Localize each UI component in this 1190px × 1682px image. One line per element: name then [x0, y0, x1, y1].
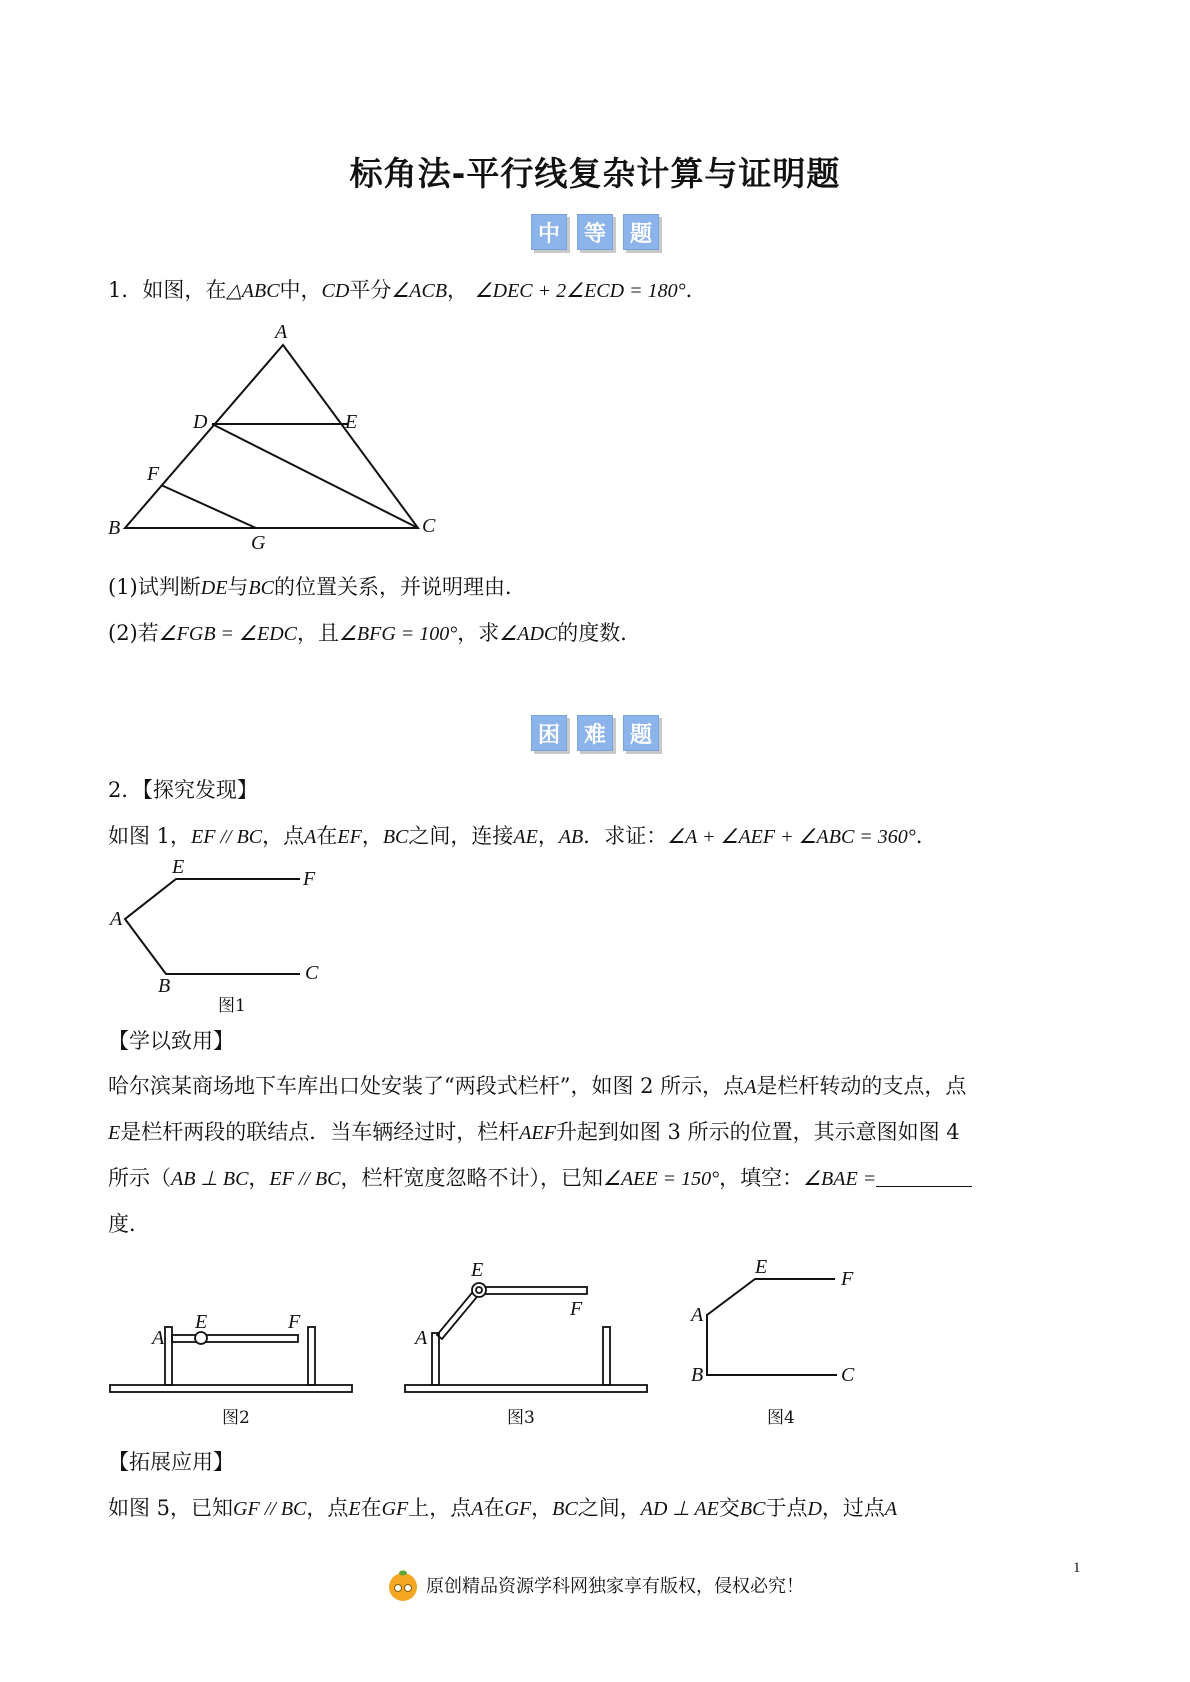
- apply-p1: 哈尔滨某商场地下车库出口处安装了“两段式栏杆”，如图 2 所示，点A是栏杆转动的支点，点: [108, 1074, 967, 1098]
- fig1-label-c: C: [305, 962, 319, 984]
- fig1-label-e: E: [172, 856, 185, 878]
- segment-fg: [161, 485, 256, 528]
- label-f: F: [147, 463, 160, 485]
- fig2-label-a: A: [152, 1327, 165, 1349]
- apply-p3: 所示（AB ⊥ BC，EF // BC，栏杆宽度忽略不计），已知∠AEE = 150°，填空：∠BAE =: [108, 1163, 1088, 1194]
- fig2-post-left: [165, 1327, 172, 1385]
- fig3-label-a: A: [415, 1327, 428, 1349]
- fig4-figure: [685, 1255, 875, 1430]
- fig4-path: [707, 1279, 837, 1375]
- fig2-joint: [195, 1332, 207, 1344]
- label-c: C: [422, 515, 436, 537]
- apply-p4: 度．: [108, 1212, 150, 1236]
- fig2-caption: 图2: [222, 1408, 250, 1428]
- fig2-ground: [110, 1385, 352, 1392]
- fig1-figure: [100, 855, 340, 1020]
- extend-p5: 如图 5，已知GF // BC，点E在GF上，点A在GF，BC之间，AD ⊥ AE交BC于点D，过点A: [108, 1496, 898, 1520]
- apply-p2: E是栏杆两段的联结点．当车辆经过时，栏杆AEF升起到如图 3 所示的位置，其示意图如图 4: [108, 1120, 960, 1144]
- fig2-label-f: F: [288, 1311, 301, 1333]
- fig2-figure: [100, 1255, 362, 1430]
- q1-part2: (2)若∠FGB = ∠EDC，且∠BFG = 100°，求∠ADC的度数．: [108, 621, 642, 645]
- fig3-bar-top: [479, 1287, 587, 1294]
- label-e: E: [345, 411, 358, 433]
- label-d: D: [193, 411, 208, 433]
- fig3-post-right: [603, 1327, 610, 1385]
- fig3-label-f: F: [570, 1298, 583, 1320]
- badge-char: 难: [577, 715, 613, 751]
- badge-char: 题: [623, 214, 659, 250]
- q2-head: 2．【探究发现】: [108, 778, 258, 802]
- label-b: B: [108, 517, 121, 539]
- fig1-label-a: A: [110, 908, 123, 930]
- fig2-label-e: E: [195, 1311, 208, 1333]
- fig2-post-right: [308, 1327, 315, 1385]
- page-title: 标角法-平行线复杂计算与证明题: [349, 154, 841, 193]
- fig1-label-b: B: [158, 975, 171, 997]
- fig3-ground: [405, 1385, 647, 1392]
- fig4-label-a: A: [691, 1304, 704, 1326]
- badge-char: 等: [577, 214, 613, 250]
- fig4-label-c: C: [841, 1364, 855, 1386]
- label-a: A: [275, 321, 288, 343]
- fig1-path: [125, 879, 300, 974]
- answer-blank[interactable]: [876, 1166, 972, 1187]
- badge-char: 中: [531, 214, 567, 250]
- q1-part1: (1)试判断DE与BC的位置关系，并说明理由．: [108, 575, 526, 599]
- footer: [0, 1568, 1190, 1602]
- badge-char: 困: [531, 715, 567, 751]
- section-badge-medium: [0, 214, 1190, 250]
- footer-text: 原创精品资源学科网独家享有版权，侵权必究！: [426, 1576, 804, 1597]
- q2-discover-line: 如图 1，EF // BC，点A在EF，BC之间，连接AE，AB．求证：∠A + ∠AEF + ∠ABC = 360°．: [108, 824, 937, 848]
- fig3-post-left: [432, 1333, 439, 1385]
- fig3-caption: 图3: [507, 1408, 535, 1428]
- triangle-abc: [125, 345, 418, 528]
- apply-head: 【学以致用】: [108, 1029, 234, 1053]
- section-badge-hard: [0, 715, 1190, 751]
- fig4-label-f: F: [841, 1268, 854, 1290]
- fig4-caption: 图4: [767, 1408, 795, 1428]
- badge-char: 题: [623, 715, 659, 751]
- fig1-caption: 图1: [218, 996, 246, 1016]
- fig3-joint: [472, 1283, 486, 1297]
- fig1-label-f: F: [303, 868, 316, 890]
- q1-stem: 1．如图，在△ABC中，CD平分∠ACB， ∠DEC + 2∠ECD = 180°．: [108, 278, 707, 302]
- fig3-label-e: E: [471, 1259, 484, 1281]
- fig3-figure: [395, 1255, 657, 1430]
- fig2-bar: [172, 1335, 298, 1342]
- extend-head: 【拓展应用】: [108, 1450, 234, 1474]
- page-number: 1: [1073, 1560, 1081, 1576]
- label-g: G: [251, 532, 266, 554]
- q1-triangle-figure: [100, 318, 460, 563]
- fig4-label-e: E: [755, 1256, 768, 1278]
- orange-logo-icon: [386, 1568, 420, 1602]
- fig4-label-b: B: [691, 1364, 704, 1386]
- segment-dc: [212, 424, 418, 528]
